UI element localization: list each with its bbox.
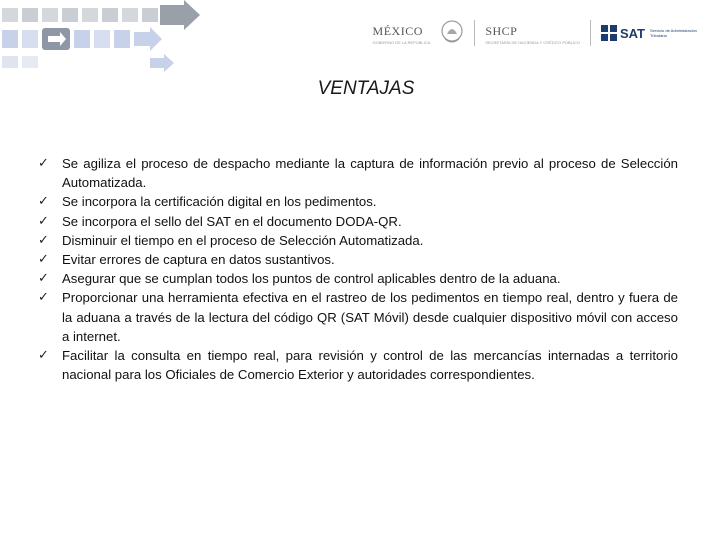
checkmark-icon: ✓ xyxy=(38,252,49,268)
logo-separator xyxy=(590,20,591,46)
list-item-text: Se incorpora el sello del SAT en el documento DODA-QR. xyxy=(62,213,402,229)
checkmark-icon: ✓ xyxy=(38,213,49,229)
advantages-list xyxy=(38,154,678,384)
list-item xyxy=(38,212,678,231)
list-item-text: Se incorpora la certificación digital en los pedimentos. xyxy=(62,194,377,210)
list-item-text: Facilitar la consulta en tiempo real, para revisión y control de las mercancías internadas a territorio nacional para los Oficiales de Comercio Exterior y autoridades correspondientes. xyxy=(62,348,678,383)
shcp-logo-subtitle: SECRETARÍA DE HACIENDA Y CRÉDITO PÚBLICO xyxy=(485,39,580,45)
list-item-text: Se agiliza el proceso de despacho mediante la captura de información previo al proceso de Selección Automatizada. xyxy=(62,156,678,191)
list-item xyxy=(38,269,678,288)
list-item xyxy=(38,346,678,384)
sat-logo-text: SAT xyxy=(619,25,645,41)
header-logos xyxy=(373,16,710,50)
coat-of-arms-icon xyxy=(440,19,464,47)
mexico-logo xyxy=(373,22,431,45)
list-item-text: Proporcionar una herramienta efectiva en el rastreo de los pedimentos en tiempo real, dentro y fuera de la aduana a través de la lectura del código QR (SAT Móvil) desde cualquier dispositivo móvil con acceso a internet. xyxy=(62,290,678,344)
mexico-logo-text: MÉXICO xyxy=(372,23,423,38)
list-item-text: Disminuir el tiempo en el proceso de Selección Automatizada. xyxy=(62,232,424,248)
list-item xyxy=(38,192,678,211)
sat-logo xyxy=(601,25,710,41)
checkmark-icon: ✓ xyxy=(38,156,49,171)
checkmark-icon: ✓ xyxy=(38,290,49,306)
page-title: VENTAJAS xyxy=(317,78,415,99)
list-item xyxy=(38,154,678,192)
sat-grid-icon xyxy=(601,25,617,41)
shcp-logo-text: SHCP xyxy=(485,23,518,38)
logo-separator xyxy=(474,20,475,46)
list-item-text: Asegurar que se cumplan todos los puntos de control aplicables dentro de la aduana. xyxy=(62,271,561,287)
checkmark-icon: ✓ xyxy=(38,194,49,210)
sat-logo-subtitle: Servicio de Administración Tributaria xyxy=(650,28,697,38)
list-item xyxy=(38,288,678,346)
list-item xyxy=(38,231,678,250)
header-arrows-graphic xyxy=(0,0,230,80)
list-item-text: Evitar errores de captura en datos sustantivos. xyxy=(62,252,335,268)
shcp-logo xyxy=(485,22,580,45)
mexico-logo-subtitle: GOBIERNO DE LA REPÚBLICA xyxy=(372,39,431,45)
checkmark-icon: ✓ xyxy=(38,271,49,287)
checkmark-icon: ✓ xyxy=(38,232,49,248)
checkmark-icon: ✓ xyxy=(38,348,49,364)
list-item xyxy=(38,250,678,269)
